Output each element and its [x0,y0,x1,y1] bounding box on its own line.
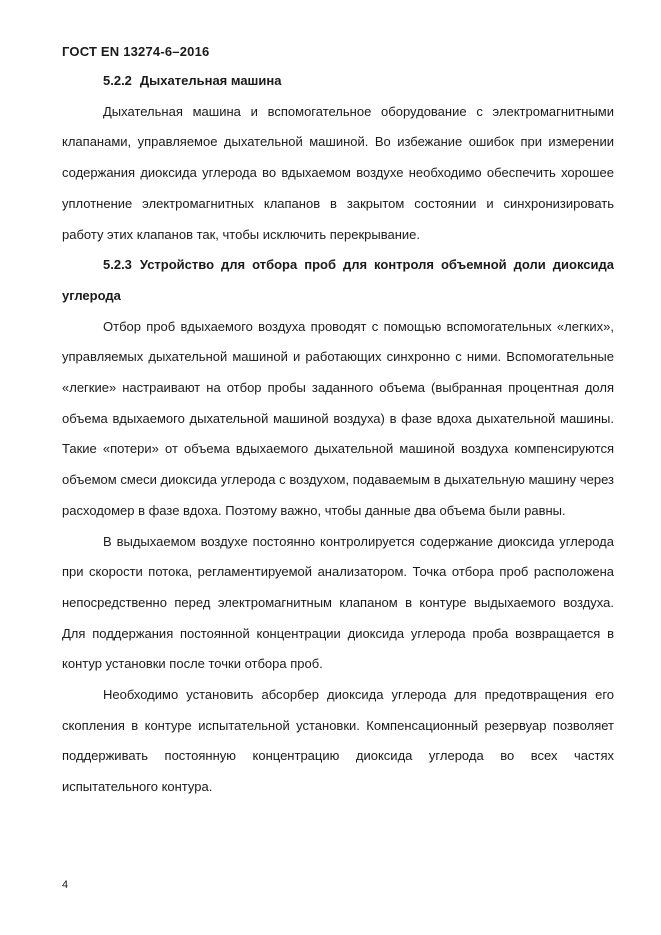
paragraph-sampling-2: В выдыхаемом воздухе постоянно контролируется содержание диоксида углерода при скорости потока, регламентируемой анализатором. Точка отбора проб расположена непосредственно перед электромагнитным клапаном в контуре выдыхаемого воздуха. Для поддержания постоянной концентрации диоксида углерода проба возвращается в контур установки после точки отбора проб. [62,533,614,672]
section-heading-5-2-3 [62,250,614,311]
section-number: 5.2.3 [103,257,132,273]
section-heading-5-2-2 [62,66,614,97]
document-code: ГОСТ EN 13274-6–2016 [62,44,210,59]
paragraph-sampling-1: Отбор проб вдыхаемого воздуха проводят с помощью вспомогательных «легких», управляемых дыхательной машиной и работающих синхронно с ними. Вспомогательные «легкие» настраивают на отбор пробы заданного объема (выбранная процентная доля объема вдыхаемого дыхательной машиной воздуха) в фазе вдоха дыхательной машины. Такие «потери» от объема вдыхаемого дыхательной машиной воздуха компенсируются объемом смеси диоксида углерода с воздухом, подаваемым в дыхательную машину через расходомер в фазе вдоха. Поэтому важно, чтобы данные два объема были равны. [62,318,614,518]
section-title: Дыхательная машина [139,73,282,88]
paragraph-sampling-3: Необходимо установить абсорбер диоксида углерода для предотвращения его скопления в контуре испытательной установки. Компенсационный резервуар позволяет поддерживать постоянную концентрацию диоксида углерода во всех частях испытательного контура. [62,687,614,795]
section-title: Устройство для отбора проб для контроля объемной доли диоксида углерода [62,257,614,303]
page-number: 4 [62,879,69,891]
page-content [62,66,614,803]
section-number: 5.2.2 [103,73,132,88]
paragraph-breathing-machine: Дыхательная машина и вспомогательное оборудование с электромагнитными клапанами, управляемое дыхательной машиной. Во избежание ошибок при измерении содержания диоксида углерода во вдыхаемом воздухе необходимо обеспечить хорошее уплотнение электромагнитных клапанов в закрытом состоянии и синхронизировать работу этих клапанов так, чтобы исключить перекрывание. [62,103,614,242]
